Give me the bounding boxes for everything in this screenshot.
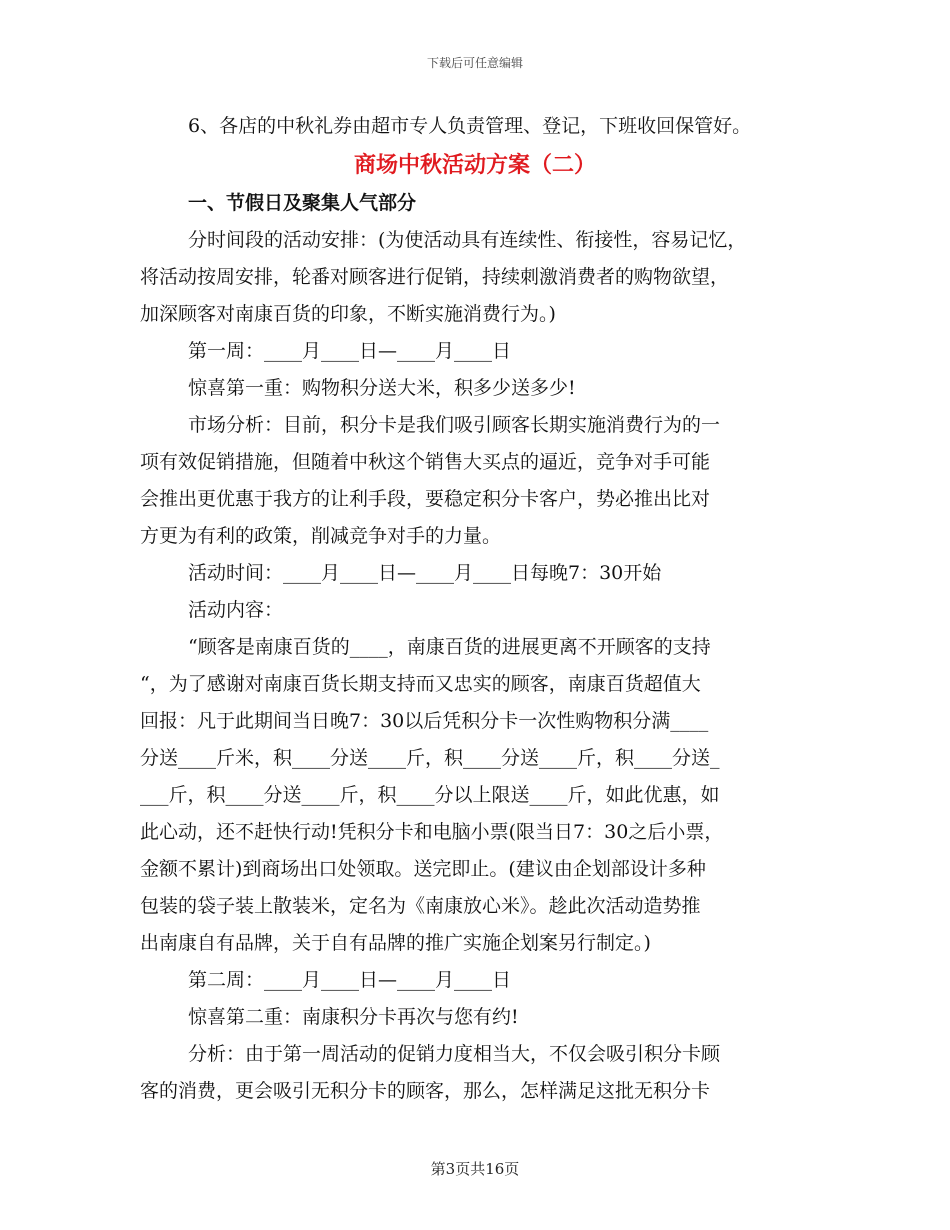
paragraph-line: 加深顾客对南康百货的印象，不断实施消费行为。) (140, 303, 556, 325)
paragraph-line: 方更为有利的政策，削减竞争对手的力量。 (140, 525, 502, 547)
paragraph-line: 活动时间：____月____日—____月____日每晚7：30开始 (188, 562, 662, 584)
header-note: 下载后可任意编辑 (426, 56, 523, 70)
paragraph-line: 惊喜第二重：南康积分卡再次与您有约! (188, 1006, 519, 1028)
paragraph-line: 出南康自有品牌，关于自有品牌的推广实施企划案另行制定。) (140, 932, 651, 954)
paragraph-line: ___斤，积____分送____斤，积____分以上限送____斤，如此优惠，如 (140, 784, 720, 806)
paragraph-line: 项有效促销措施，但随着中秋这个销售大买点的逼近，竞争对手可能 (140, 451, 711, 473)
paragraph-line: 回报：凡于此期间当日晚7：30以后凭积分卡一次性购物积分满____ (140, 710, 709, 732)
section-title: 商场中秋活动方案（二） (353, 152, 596, 178)
paragraph-line: 第一周：____月____日—____月____日 (188, 340, 512, 362)
paragraph-line: 分析：由于第一周活动的促销力度相当大，不仅会吸引积分卡顾 (188, 1043, 721, 1065)
paragraph-line: 包装的袋子装上散装米，定名为《南康放心米》。趁此次活动造势推 (140, 895, 701, 917)
section-heading: 一、节假日及聚集人气部分 (188, 192, 417, 214)
paragraph-line: “，为了感谢对南康百货长期支持而又忠实的顾客，南康百货超值大 (140, 673, 701, 695)
paragraph-line: 第二周：____月____日—____月____日 (188, 969, 512, 991)
paragraph-line: 活动内容： (188, 599, 284, 621)
paragraph-line: 市场分析：目前，积分卡是我们吸引顾客长期实施消费行为的一 (188, 414, 721, 436)
paragraph-line: 分送____斤米，积____分送____斤，积____分送____斤，积____分送_ (140, 747, 720, 769)
paragraph-line: 会推出更优惠于我方的让利手段，要稳定积分卡客户，势必推出比对 (140, 488, 711, 510)
paragraph-line: 客的消费，更会吸引无积分卡的顾客，那么，怎样满足这批无积分卡 (140, 1080, 711, 1102)
document-body (140, 108, 810, 1110)
paragraph-line: 将活动按周安排，轮番对顾客进行促销，持续刺激消费者的购物欲望， (140, 266, 730, 288)
paragraph-line: 6、各店的中秋礼券由超市专人负责管理、登记，下班收回保管好。 (188, 115, 752, 137)
paragraph-line: 分时间段的活动安排：(为使活动具有连续性、衔接性，容易记忆， (188, 229, 747, 251)
paragraph-line: 金额不累计)到商场出口处领取。送完即止。(建议由企划部设计多种 (140, 858, 706, 880)
paragraph-line: “顾客是南康百货的____，南康百货的进展更离不开顾客的支持 (188, 636, 711, 658)
paragraph-line: 此心动，还不赶快行动!凭积分卡和电脑小票(限当日7：30之后小票， (140, 821, 724, 843)
page-footer: 第3页共16页 (430, 1160, 520, 1178)
paragraph-line: 惊喜第一重：购物积分送大米，积多少送多少! (188, 377, 576, 399)
